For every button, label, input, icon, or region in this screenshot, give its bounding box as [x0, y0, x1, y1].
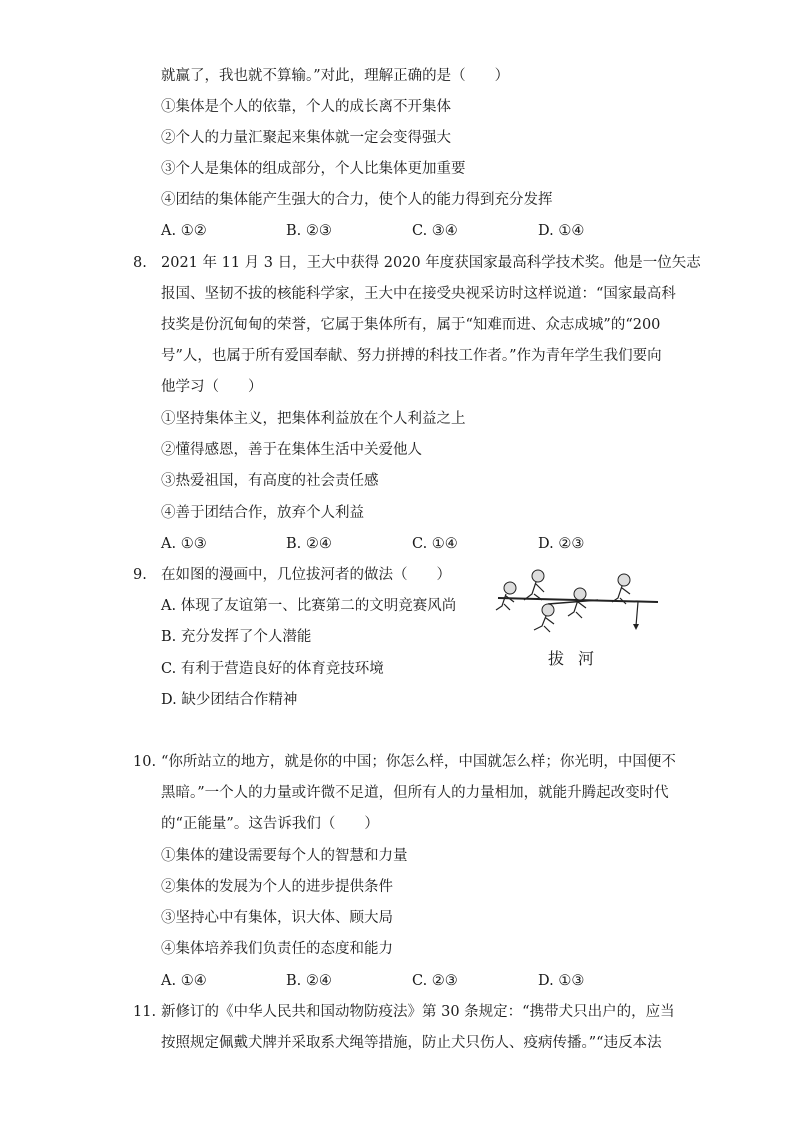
q7-statement-4: ④团结的集体能产生强大的合力，使个人的能力得到充分发挥	[161, 192, 553, 208]
q7-option-a[interactable]: A. ①②	[161, 223, 207, 239]
q8-option-a[interactable]: A. ①③	[161, 536, 207, 552]
q10-statement-1: ①集体的建设需要每个人的智慧和力量	[161, 848, 408, 864]
q8-stem-line-3: 技奖是份沉甸甸的荣誉，它属于集体所有，属于“知难而进、众志成城”的“200	[161, 317, 661, 333]
q10-option-d[interactable]: D. ①③	[538, 973, 585, 989]
q7-option-c[interactable]: C. ③④	[412, 223, 458, 239]
q8-stem-line-2: 报国、坚韧不拔的核能科学家，王大中在接受央视采访时这样说道：“国家最高科	[161, 286, 676, 302]
q7-option-b[interactable]: B. ②③	[286, 223, 332, 239]
q8-stem-line-4: 号”人，也属于所有爱国奉献、努力拼搏的科技工作者。”作为青年学生我们要向	[161, 348, 662, 364]
q10-statement-4: ④集体培养我们负责任的态度和能力	[161, 941, 393, 957]
q7-option-d[interactable]: D. ①④	[538, 223, 585, 239]
q8-option-d[interactable]: D. ②③	[538, 536, 585, 552]
q10-option-b[interactable]: B. ②④	[286, 973, 332, 989]
q9-option-b[interactable]: B. 充分发挥了个人潜能	[161, 629, 312, 645]
q8-statement-3: ③热爱祖国，有高度的社会责任感	[161, 473, 379, 489]
q7-statement-3: ③个人是集体的组成部分，个人比集体更加重要	[161, 161, 466, 177]
q9-option-c[interactable]: C. 有利于营造良好的体育竞技环境	[161, 661, 384, 677]
q10-option-c[interactable]: C. ②③	[412, 973, 458, 989]
q11-stem-line-2: 按照规定佩戴犬牌并采取系犬绳等措施，防止犬只伤人、疫病传播。”“违反本法	[161, 1035, 662, 1051]
q11-number: 11.	[133, 1004, 157, 1020]
q10-option-a[interactable]: A. ①④	[161, 973, 207, 989]
q7-statement-1: ①集体是个人的依靠，个人的成长离不开集体	[161, 99, 451, 115]
q11-stem-line-1: 新修订的《中华人民共和国动物防疫法》第 30 条规定：“携带犬只出户的，应当	[161, 1004, 675, 1020]
q8-statement-2: ②懂得感恩，善于在集体生活中关爱他人	[161, 442, 422, 458]
q8-stem-line-5: 他学习（ ）	[161, 379, 263, 395]
q9-number: 9.	[133, 567, 147, 583]
q10-number: 10.	[133, 754, 157, 770]
q8-number: 8.	[133, 255, 147, 271]
q9-stem: 在如图的漫画中，几位拔河者的做法（ ）	[161, 567, 451, 583]
q8-option-b[interactable]: B. ②④	[286, 536, 332, 552]
q8-option-c[interactable]: C. ①④	[412, 536, 458, 552]
q7-stem-continuation: 就赢了，我也就不算输。”对此，理解正确的是（ ）	[161, 68, 510, 84]
q8-stem-line-1: 2021 年 11 月 3 日，王大中获得 2020 年度获国家最高科学技术奖。他是一位矢志	[161, 255, 701, 271]
q7-statement-2: ②个人的力量汇聚起来集体就一定会变得强大	[161, 130, 451, 146]
q10-stem-line-1: “你所站立的地方，就是你的中国；你怎么样，中国就怎么样；你光明，中国便不	[161, 754, 676, 770]
q10-statement-2: ②集体的发展为个人的进步提供条件	[161, 879, 393, 895]
q8-statement-1: ①坚持集体主义，把集体利益放在个人利益之上	[161, 411, 466, 427]
cartoon-caption: 拔河	[548, 649, 609, 668]
q8-statement-4: ④善于团结合作，放弃个人利益	[161, 505, 364, 521]
q10-stem-line-3: 的“正能量”。这告诉我们（ ）	[161, 816, 379, 832]
q10-stem-line-2: 黑暗。”一个人的力量或许微不足道，但所有人的力量相加，就能升腾起改变时代	[161, 785, 669, 801]
q9-option-d[interactable]: D. 缺少团结合作精神	[161, 692, 298, 708]
q9-option-a[interactable]: A. 体现了友谊第一、比赛第二的文明竞赛风尚	[161, 598, 457, 614]
q10-statement-3: ③坚持心中有集体，识大体、顾大局	[161, 910, 393, 926]
